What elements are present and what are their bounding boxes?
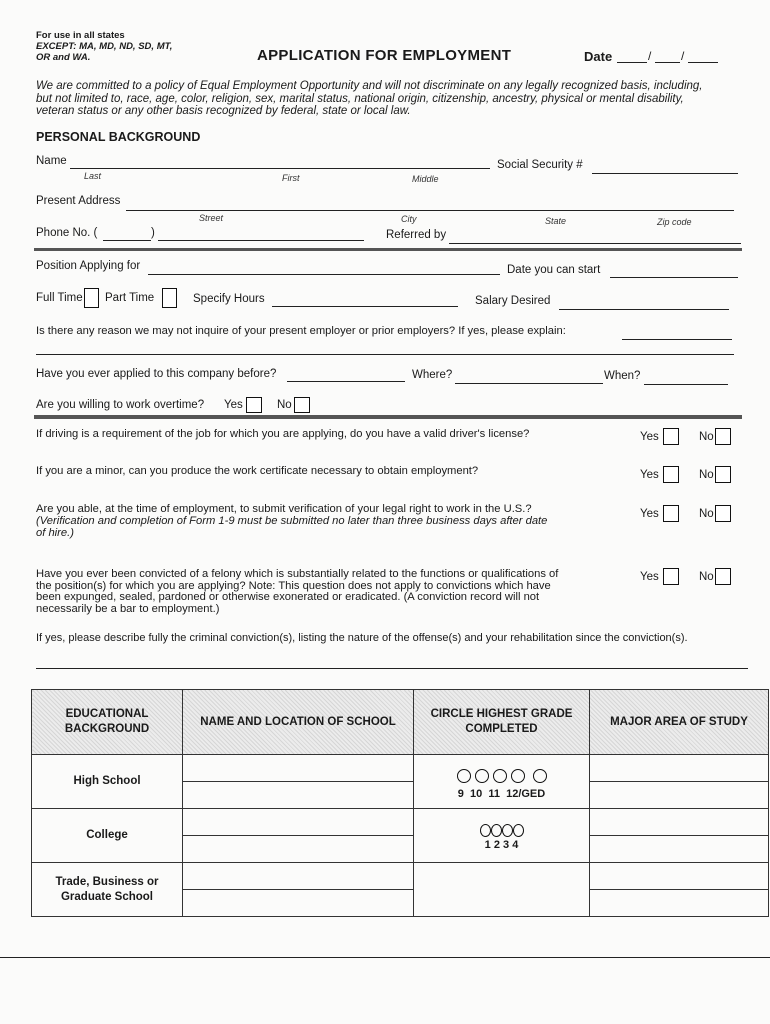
addr-zip-caption: Zip code	[657, 217, 692, 227]
part-time-label: Part Time	[105, 292, 155, 304]
edu-col-grade	[414, 690, 590, 755]
inquire-field-line-2[interactable]	[36, 354, 734, 355]
driving-question: If driving is a requirement of the job for which you are applying, do you have a valid driver's license?	[36, 428, 530, 440]
row-label-college: College	[32, 809, 183, 863]
eeo-line-2: but not limited to, race, age, color, religion, sex, marital status, national origin, citizenship, ancestry, physical or mental disability,	[36, 92, 684, 105]
bottom-edge-line	[0, 957, 770, 958]
full-time-label: Full Time	[36, 292, 83, 304]
date-field-month[interactable]	[617, 62, 647, 63]
trade-name-cell[interactable]	[183, 863, 414, 917]
driving-yes-checkbox[interactable]	[663, 428, 679, 445]
driving-no-label: No	[699, 431, 714, 443]
verify-no-checkbox[interactable]	[715, 505, 731, 522]
minor-yes-checkbox[interactable]	[663, 466, 679, 483]
overtime-no-checkbox[interactable]	[294, 397, 310, 413]
section-divider-1	[34, 248, 742, 251]
high-school-name-cell[interactable]	[183, 755, 414, 809]
verify-line-2: (Verification and completion of Form 1-9 must be submitted no later than three business days after date	[36, 515, 548, 527]
trade-major-cell[interactable]	[590, 863, 769, 917]
minor-question: If you are a minor, can you produce the work certificate necessary to obtain employment?	[36, 465, 479, 477]
row-label-trade	[32, 863, 183, 917]
verify-line-1: Are you able, at the time of employment, to submit verification of your legal right to work in the U.S.?	[36, 503, 532, 515]
name-label: Name	[36, 155, 67, 167]
where-field[interactable]	[455, 383, 603, 384]
edu-col1-line1: EDUCATIONAL	[65, 708, 149, 720]
start-date-label: Date you can start	[507, 264, 601, 276]
felony-question	[36, 569, 558, 615]
date-slash-2: /	[681, 49, 685, 63]
verify-line-3: of hire.)	[36, 527, 74, 539]
minor-yes-label: Yes	[640, 469, 659, 481]
college-name-cell[interactable]	[183, 809, 414, 863]
specify-hours-field[interactable]	[272, 306, 458, 307]
applied-field[interactable]	[287, 381, 405, 382]
states-note-line-1: For use in all states	[36, 30, 125, 41]
hs-grade-circles[interactable]	[414, 769, 589, 786]
date-slash-1: /	[648, 49, 652, 63]
driving-yes-label: Yes	[640, 431, 659, 443]
position-label: Position Applying for	[36, 260, 141, 272]
minor-no-checkbox[interactable]	[715, 466, 731, 483]
felony-line-3: been expunged, sealed, pardoned or otherwise exonerated or eradicated. (A conviction record will not	[36, 591, 540, 603]
name-field[interactable]	[70, 168, 490, 169]
states-note	[36, 30, 172, 63]
name-middle-caption: Middle	[412, 174, 439, 184]
phone-field[interactable]	[158, 240, 364, 241]
circle-icon[interactable]	[480, 824, 491, 837]
overtime-question: Are you willing to work overtime?	[36, 399, 205, 411]
verify-yes-label: Yes	[640, 508, 659, 520]
date-label: Date	[584, 49, 613, 64]
date-field-day[interactable]	[655, 62, 680, 63]
high-school-grade-cell	[414, 755, 590, 809]
felony-line-2: the position(s) for which you are applying? Note: This question does not apply to convictions which have	[36, 579, 551, 592]
part-time-checkbox[interactable]	[162, 288, 177, 308]
high-school-major-cell[interactable]	[590, 755, 769, 809]
name-first-caption: First	[282, 173, 300, 183]
phone-label: Phone No. (	[36, 227, 98, 239]
applied-question: Have you ever applied to this company before?	[36, 368, 277, 380]
edu-col-major: MAJOR AREA OF STUDY	[590, 690, 769, 755]
college-major-cell[interactable]	[590, 809, 769, 863]
when-label: When?	[604, 370, 641, 382]
edu-col-school: NAME AND LOCATION OF SCHOOL	[183, 690, 414, 755]
circle-icon[interactable]	[511, 769, 525, 783]
table-row	[32, 863, 769, 917]
verify-no-label: No	[699, 508, 714, 520]
salary-field[interactable]	[559, 309, 729, 310]
addr-city-caption: City	[401, 214, 417, 224]
overtime-yes-label: Yes	[224, 399, 243, 411]
phone-area-code[interactable]	[103, 240, 151, 241]
address-field[interactable]	[126, 210, 734, 211]
table-row	[32, 755, 769, 809]
verify-question	[36, 503, 547, 539]
felony-yes-checkbox[interactable]	[663, 568, 679, 585]
referred-field[interactable]	[449, 243, 741, 244]
verify-yes-checkbox[interactable]	[663, 505, 679, 522]
circle-icon[interactable]	[457, 769, 471, 783]
college-year-circles[interactable]	[414, 824, 589, 837]
circle-icon[interactable]	[475, 769, 489, 783]
salary-label: Salary Desired	[475, 295, 551, 307]
felony-line-1: Have you ever been convicted of a felony which is substantially related to the functions or qualifications of	[36, 568, 559, 580]
circle-icon[interactable]	[513, 824, 524, 837]
eeo-line-3: veteran status or any other basis recognized by federal, state or local law.	[36, 105, 411, 117]
phone-paren: )	[151, 227, 155, 239]
edu-col-background	[32, 690, 183, 755]
full-time-checkbox[interactable]	[84, 288, 99, 308]
trade-line-1: Trade, Business or	[55, 875, 159, 888]
section-divider-2	[34, 415, 742, 419]
ssn-field[interactable]	[592, 173, 738, 174]
driving-no-checkbox[interactable]	[715, 428, 731, 445]
circle-icon[interactable]	[491, 824, 502, 837]
felony-no-checkbox[interactable]	[715, 568, 731, 585]
trade-line-2: Graduate School	[60, 890, 154, 903]
education-table	[31, 689, 769, 917]
address-label: Present Address	[36, 195, 121, 207]
states-note-line-2: EXCEPT: MA, MD, ND, SD, MT,	[36, 41, 173, 52]
conviction-field[interactable]	[36, 668, 748, 669]
felony-yes-label: Yes	[640, 571, 659, 583]
edu-col1-line2: BACKGROUND	[64, 723, 150, 735]
personal-heading: PERSONAL BACKGROUND	[36, 130, 201, 144]
edu-col3-line1: CIRCLE HIGHEST GRADE	[430, 708, 573, 720]
start-date-field[interactable]	[610, 277, 738, 278]
inquire-field[interactable]	[622, 339, 732, 340]
ssn-label: Social Security #	[497, 159, 583, 171]
circle-icon[interactable]	[502, 824, 513, 837]
minor-no-label: No	[699, 469, 714, 481]
college-grade-cell	[414, 809, 590, 863]
where-label: Where?	[412, 369, 453, 381]
eeo-statement	[36, 80, 702, 118]
inquire-question: Is there any reason we may not inquire of your present employer or prior employers? If yes, please explain:	[36, 325, 566, 337]
college-year-labels: 1 2 3 4	[484, 839, 519, 851]
date-field-year[interactable]	[688, 62, 718, 63]
table-row	[32, 809, 769, 863]
position-field[interactable]	[148, 274, 500, 275]
trade-grade-cell[interactable]	[414, 863, 590, 917]
circle-icon[interactable]	[533, 769, 547, 783]
addr-street-caption: Street	[199, 213, 224, 223]
referred-label: Referred by	[386, 229, 447, 241]
felony-no-label: No	[699, 571, 714, 583]
states-note-line-3: OR and WA.	[36, 52, 91, 63]
row-label-high-school: High School	[32, 755, 183, 809]
circle-icon[interactable]	[493, 769, 507, 783]
overtime-yes-checkbox[interactable]	[246, 397, 262, 413]
eeo-line-1: We are committed to a policy of Equal Employment Opportunity and will not discriminate on any legally recognized basis, including,	[36, 80, 703, 92]
addr-state-caption: State	[545, 216, 567, 226]
overtime-no-label: No	[277, 399, 292, 411]
specify-hours-label: Specify Hours	[193, 293, 265, 305]
when-field[interactable]	[644, 384, 728, 385]
hs-grade-labels: 9 10 11 12/GED	[457, 788, 546, 800]
name-last-caption: Last	[84, 171, 102, 181]
conviction-describe: If yes, please describe fully the criminal conviction(s), listing the nature of the offense(s) and your rehabilitation since the conviction(s).	[36, 632, 688, 644]
education-header-row	[32, 690, 769, 755]
page-title: APPLICATION FOR EMPLOYMENT	[257, 47, 512, 64]
edu-col3-line2: COMPLETED	[465, 723, 538, 735]
felony-line-4: necessarily be a bar to employment.)	[36, 602, 220, 615]
